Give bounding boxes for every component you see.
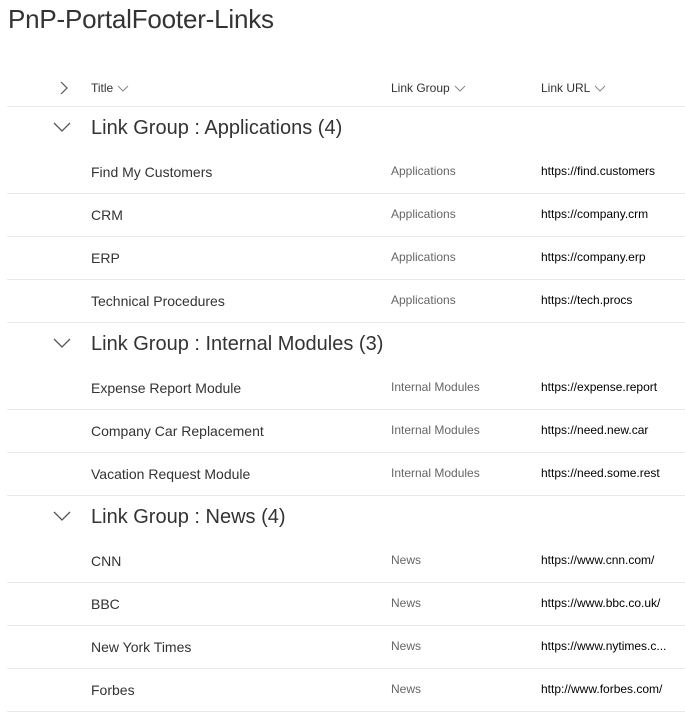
chevron-down-icon[interactable] — [52, 120, 72, 134]
table-row[interactable] — [7, 410, 685, 453]
cell-link-group: News — [391, 553, 422, 567]
chevron-down-icon — [454, 82, 466, 94]
chevron-right-icon[interactable] — [56, 80, 72, 96]
table-row[interactable] — [7, 626, 685, 669]
cell-link-url[interactable]: https://www.bbc.co.uk/ — [541, 596, 661, 610]
table-row[interactable] — [7, 280, 685, 323]
table-row[interactable] — [7, 540, 685, 583]
cell-link-url[interactable]: http://www.forbes.com/ — [541, 682, 663, 696]
column-header-link-url[interactable] — [541, 81, 606, 95]
group-label: Link Group : News (4) — [91, 506, 286, 528]
cell-link-group: News — [391, 639, 422, 653]
group-header-news — [7, 496, 685, 540]
cell-title: Technical Procedures — [91, 293, 225, 309]
cell-title: Company Car Replacement — [91, 423, 264, 439]
cell-title: CNN — [91, 553, 122, 569]
chevron-down-icon — [594, 82, 606, 94]
links-list — [7, 70, 685, 712]
cell-link-url[interactable]: https://company.crm — [541, 207, 649, 221]
cell-link-group: News — [391, 682, 422, 696]
group-header-internal-modules — [7, 323, 685, 367]
cell-title: Forbes — [91, 682, 135, 698]
cell-link-group: Internal Modules — [391, 466, 480, 480]
cell-link-url[interactable]: https://tech.procs — [541, 293, 633, 307]
group-header-applications — [7, 107, 685, 151]
cell-link-group: Internal Modules — [391, 380, 480, 394]
cell-link-url[interactable]: https://need.some.rest — [541, 466, 660, 480]
group-label: Link Group : Internal Modules (3) — [91, 333, 384, 355]
cell-title: Expense Report Module — [91, 380, 242, 396]
table-row[interactable] — [7, 453, 685, 496]
column-header-title[interactable] — [91, 81, 129, 95]
cell-link-url[interactable]: https://need.new.car — [541, 423, 649, 437]
table-row[interactable] — [7, 237, 685, 280]
cell-link-url[interactable]: https://expense.report — [541, 380, 658, 394]
cell-link-group: Applications — [391, 293, 456, 307]
page-title: PnP-PortalFooter-Links — [8, 4, 274, 34]
column-header-link-group-label: Link Group — [391, 81, 450, 95]
table-row[interactable] — [7, 583, 685, 626]
cell-link-group: Applications — [391, 164, 456, 178]
cell-link-url[interactable]: https://www.cnn.com/ — [541, 553, 655, 567]
cell-title: CRM — [91, 207, 123, 223]
chevron-down-icon[interactable] — [52, 509, 72, 523]
cell-link-group: News — [391, 596, 422, 610]
cell-link-group: Applications — [391, 250, 456, 264]
table-row[interactable] — [7, 151, 685, 194]
group-label: Link Group : Applications (4) — [91, 117, 343, 139]
column-header-link-group[interactable] — [391, 81, 466, 95]
cell-title: BBC — [91, 596, 120, 612]
cell-title: Find My Customers — [91, 164, 213, 180]
cell-link-group: Applications — [391, 207, 456, 221]
table-row[interactable] — [7, 194, 685, 237]
chevron-down-icon[interactable] — [52, 336, 72, 350]
cell-title: New York Times — [91, 639, 192, 655]
cell-link-url[interactable]: https://find.customers — [541, 164, 656, 178]
cell-link-url[interactable]: https://www.nytimes.c... — [541, 639, 667, 653]
chevron-down-icon — [117, 82, 129, 94]
cell-title: ERP — [91, 250, 120, 266]
column-header-title-label: Title — [91, 81, 114, 95]
cell-link-url[interactable]: https://company.erp — [541, 250, 646, 264]
table-row[interactable] — [7, 669, 685, 712]
column-header-link-url-label: Link URL — [541, 81, 591, 95]
table-row[interactable] — [7, 367, 685, 410]
column-header-row — [7, 70, 685, 107]
cell-title: Vacation Request Module — [91, 466, 251, 482]
cell-link-group: Internal Modules — [391, 423, 480, 437]
